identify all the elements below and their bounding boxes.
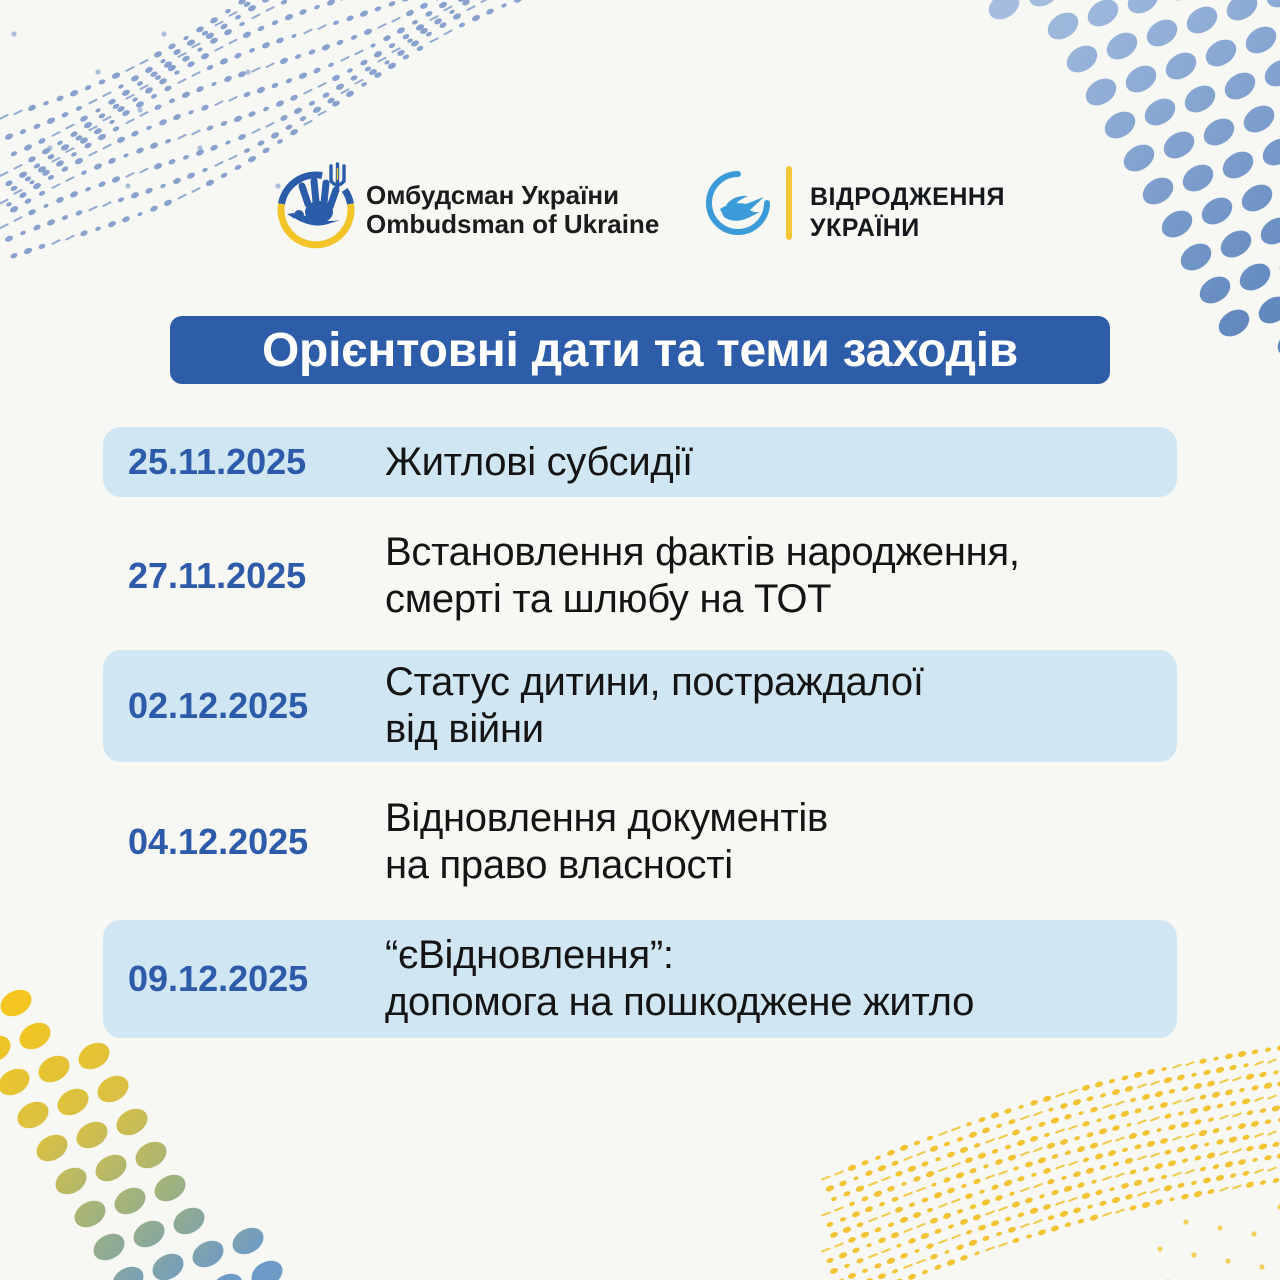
event-date: 25.11.2025	[128, 441, 307, 482]
schedule-row	[103, 650, 1177, 762]
ombudsman-logo	[258, 150, 378, 270]
topic-line: “єВідновлення”:	[385, 933, 674, 977]
topic-line: від війни	[385, 707, 544, 751]
topic-line: Статус дитини, постраждалої	[385, 660, 924, 704]
schedule-row	[103, 786, 1177, 898]
topic-line: допомога на пошкоджене житло	[385, 980, 975, 1024]
page-title-text: Орієнтовні дати та теми заходів	[262, 323, 1018, 377]
schedule-row	[103, 920, 1177, 1038]
hand-dove-icon	[287, 181, 340, 226]
topic-line: на право власності	[385, 843, 733, 887]
schedule-row	[103, 427, 1177, 497]
event-topic	[385, 795, 828, 889]
phoenix-bird-icon	[709, 174, 767, 232]
topic-line: Встановлення фактів народження,	[385, 530, 1020, 574]
event-topic	[385, 659, 924, 753]
event-date: 09.12.2025	[128, 958, 309, 999]
topic-line: Відновлення документів	[385, 796, 828, 840]
ombudsman-name: Омбудсман України	[366, 180, 620, 210]
event-topic	[385, 529, 1020, 623]
event-topic	[385, 439, 693, 486]
ombudsman-name-en: Ombudsman of Ukraine	[366, 209, 660, 239]
vidrodzhennia-logo	[704, 169, 772, 237]
event-date: 04.12.2025	[128, 821, 309, 862]
event-date: 02.12.2025	[128, 685, 309, 726]
vidrodzhennia-name-line2: УКРАЇНИ	[810, 214, 920, 242]
vidrodzhennia-name-line1: ВІДРОДЖЕННЯ	[810, 183, 1005, 211]
divider-bar	[786, 166, 792, 240]
dot-grid-top-right	[984, 0, 1280, 362]
topic-line: Житлові субсидії	[385, 439, 693, 484]
wave-dots-bottom-right	[821, 1044, 1280, 1280]
page-title	[170, 316, 1110, 384]
event-date: 27.11.2025	[128, 555, 307, 596]
schedule-row	[103, 518, 1177, 634]
event-topic	[385, 932, 974, 1026]
topic-line: смерті та шлюбу на ТОТ	[385, 577, 832, 621]
trident-icon	[331, 164, 344, 190]
